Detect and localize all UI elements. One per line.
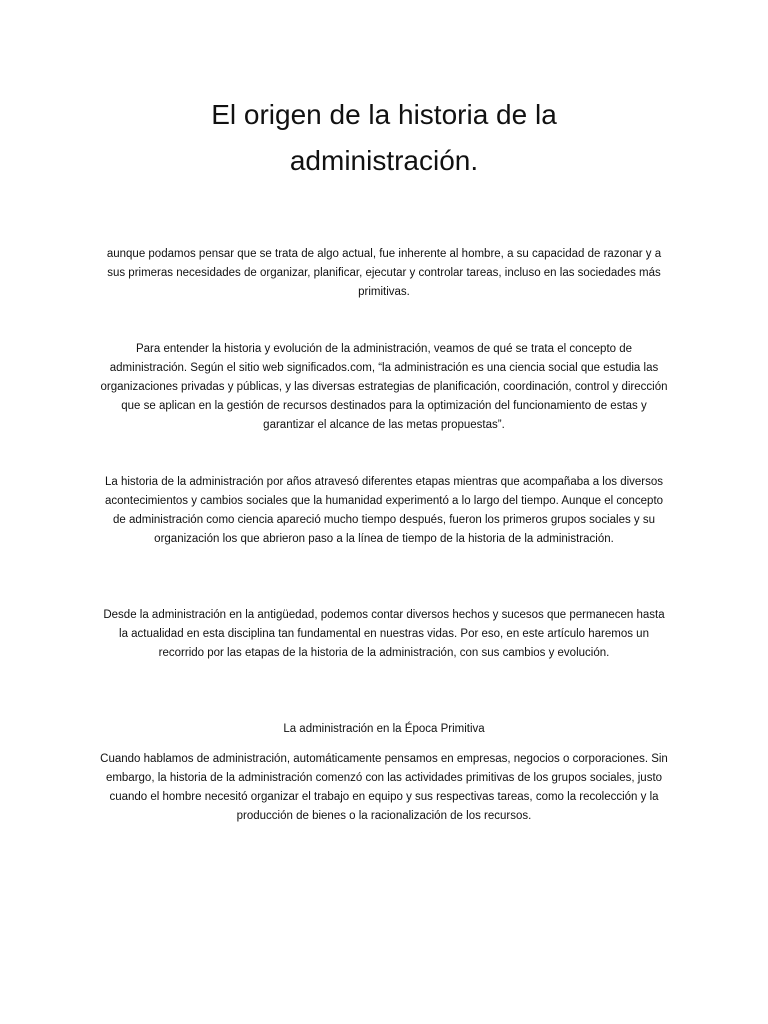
- page-title: El origen de la historia de la administración.: [211, 99, 557, 176]
- paragraph-intro: aunque podamos pensar que se trata de algo actual, fue inherente al hombre, a su capacidad de razonar y a sus primeras necesidades de organizar, planificar, ejecutar y controlar tareas, incluso en las sociedades más primitivas.: [106, 248, 662, 298]
- paragraph-history-stages: La historia de la administración por años atravesó diferentes etapas mientras que acompañaba a los diversos acontecimientos y cambios sociales que la humanidad experimentó a lo largo del tiempo. Aunque el concepto de administración como ciencia apareció mucho tiempo después, fueron los primeros grupos sociales y su organización los que abrieron paso a la línea de tiempo de la historia de la administración.: [104, 476, 664, 545]
- section-heading: La administración en la Época Primitiva: [283, 723, 485, 735]
- paragraph-primitive-era: Cuando hablamos de administración, automáticamente pensamos en empresas, negocios o corporaciones. Sin embargo, la historia de la administración comenzó con las actividades primitivas de los grupos sociales, justo cuando el hombre necesitó organizar el trabajo en equipo y sus respectivas tareas, como la recolección y la producción de bienes o la racionalización de los recursos.: [100, 753, 668, 822]
- paragraph-antiquity: Desde la administración en la antigüedad, podemos contar diversos hechos y sucesos que permanecen hasta la actualidad en esta disciplina tan fundamental en nuestras vidas. Por eso, en este artículo haremos un recorrido por las etapas de la historia de la administración, con sus cambios y evolución.: [103, 609, 665, 659]
- paragraph-definition: Para entender la historia y evolución de la administración, veamos de qué se trata el concepto de administración. Según el sitio web significados.com, “la administración es una ciencia social que estudia las organizaciones privadas y públicas, y las diversas estrategias de planificación, coordinación, control y dirección que se aplican en la gestión de recursos destinados para la optimización del funcionamiento de estas y garantizar el alcance de las metas propuestas”.: [100, 343, 668, 431]
